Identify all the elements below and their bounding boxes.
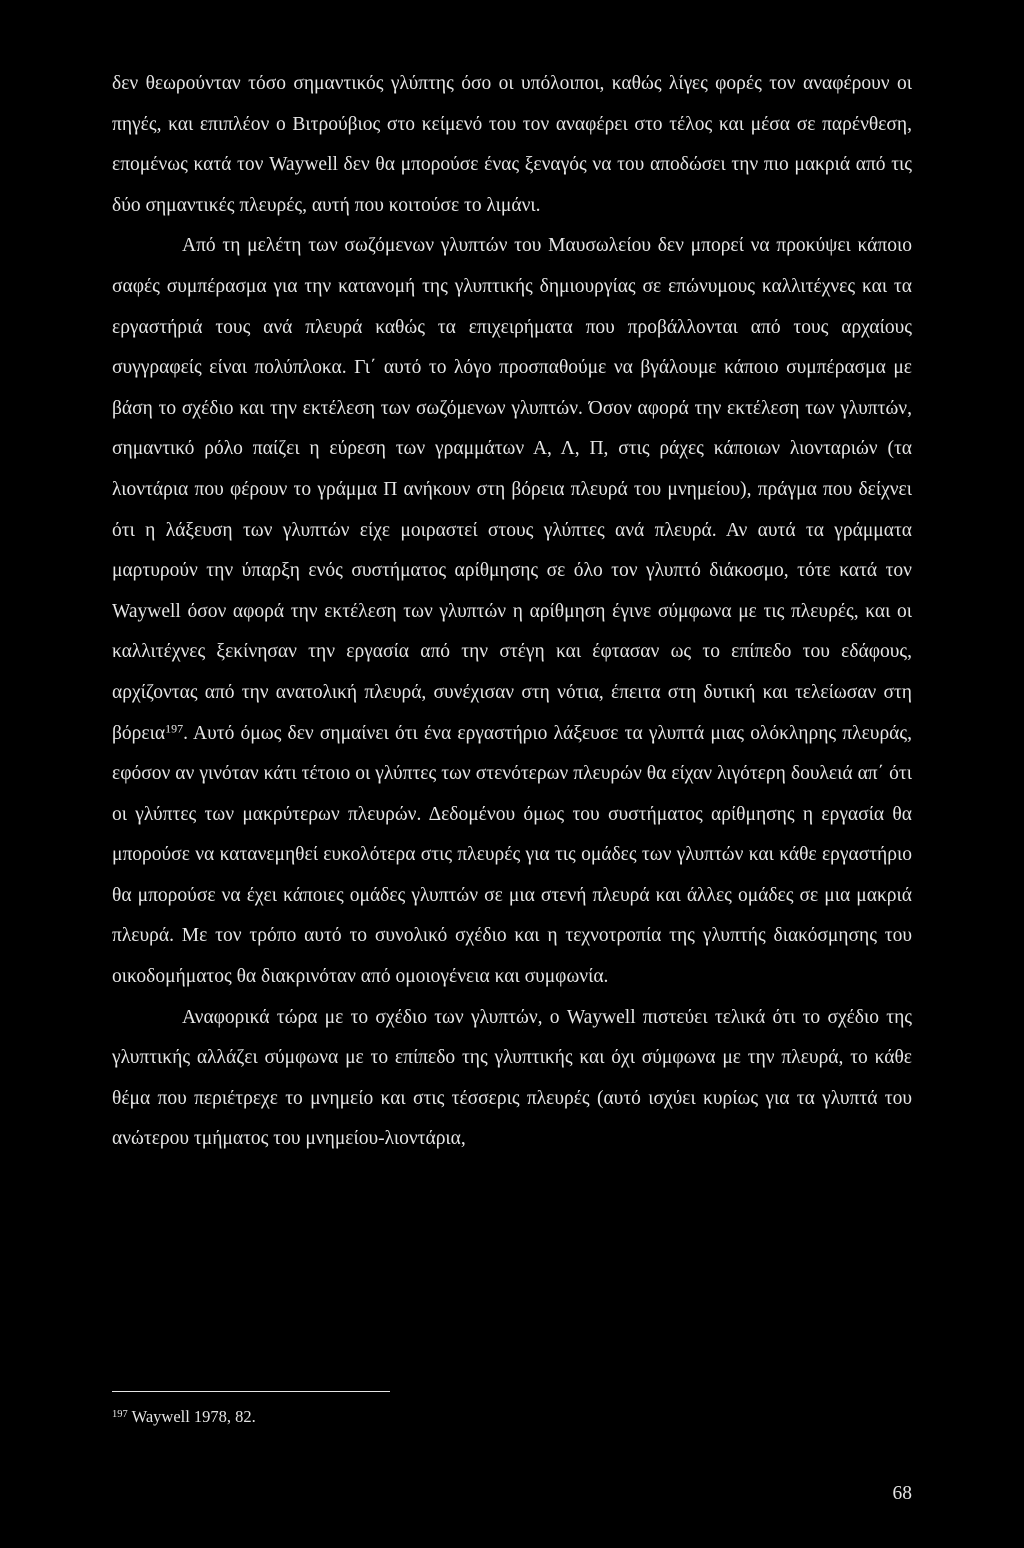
paragraph-2 (112, 226, 912, 997)
paragraph-1: δεν θεωρούνταν τόσο σημαντικός γλύπτης όσο οι υπόλοιποι, καθώς λίγες φορές τον αναφέρουν οι πηγές, και επιπλέον ο Βιτρούβιος στο κείμενό του τον αναφέρει στο τέλος και μέσα σε παρένθεση, επομένως κατά τον Waywell δεν θα μπορούσε ένας ξεναγός να του αποδώσει την πιο μακριά από τις δύο σημαντικές πλευρές, αυτή που κοιτούσε το λιμάνι. (112, 73, 912, 216)
footnote-number: 197 (112, 1408, 128, 1420)
body-text (112, 64, 912, 1160)
paragraph-2-text-after-note: . Αυτό όμως δεν σημαίνει ότι ένα εργαστήριο λάξευσε τα γλυπτά μιας ολόκληρης πλευράς, εφόσον αν γινόταν κάτι τέτοιο οι γλύπτες των στενότερων πλευρών θα είχαν λιγότερη δουλειά απ΄ ότι οι γλύπτες των μακρύτερων πλευρών. Δεδομένου όμως του συστήματος αρίθμησης η εργασία θα μπορούσε να κατανεμηθεί ευκολότερα στις πλευρές για τις ομάδες των γλυπτών και κάθε εργαστήριο θα μπορούσε να έχει κάποιες ομάδες γλυπτών σε μια στενή πλευρά και άλλες ομάδες σε μια μακριά πλευρά. Με τον τρόπο αυτό το συνολικό σχέδιο και η τεχνοτροπία της γλυπτής διακόσμησης του οικοδομήματος θα διακρινόταν από ομοιογένεια και συμφωνία. (112, 722, 912, 988)
footnote-separator (112, 1391, 390, 1392)
footnote (112, 1405, 256, 1429)
page-number: 68 (892, 1483, 912, 1504)
footnote-reference[interactable]: 197 (165, 720, 184, 735)
paragraph-3: Αναφορικά τώρα με το σχέδιο των γλυπτών, ο Waywell πιστεύει τελικά ότι το σχέδιο της γλυπτικής αλλάζει σύμφωνα με το επίπεδο της γλυπτικής και όχι σύμφωνα με την πλευρά, το κάθε θέμα που περιέτρεχε το μνημείο και στις τέσσερις πλευρές (αυτό ισχύει κυρίως για τα γλυπτά του ανώτερου τμήματος του μνημείου-λιοντάρια, (112, 1006, 912, 1150)
paragraph-2-text-before-note: Από τη μελέτη των σωζόμενων γλυπτών του Μαυσωλείου δεν μπορεί να προκύψει κάποιο σαφές συμπέρασμα για την κατανομή της γλυπτικής δημιουργίας σε επώνυμους καλλιτέχνες και τα εργαστήριά τους ανά πλευρά καθώς τα επιχειρήματα που προβάλλονται από τους αρχαίους συγγραφείς είναι πολύπλοκα. Γι΄ αυτό το λόγο προσπαθούμε να βγάλουμε κάποιο συμπέρασμα με βάση το σχέδιο και την εκτέλεση των σωζόμενων γλυπτών. Όσον αφορά την εκτέλεση των γλυπτών, σημαντικό ρόλο παίζει η εύρεση των γραμμάτων Α, Λ, Π, στις ράχες κάποιων λιονταριών (τα λιοντάρια που φέρουν το γράμμα Π ανήκουν στη βόρεια πλευρά του μνημείου), πράγμα που δείχνει ότι η λάξευση των γλυπτών είχε μοιραστεί στους γλύπτες ανά πλευρά. Αν αυτά τα γράμματα μαρτυρούν την ύπαρξη ενός συστήματος αρίθμησης σε όλο τον γλυπτό διάκοσμο, τότε κατά τον Waywell όσον αφορά την εκτέλεση των γλυπτών η αρίθμηση έγινε σύμφωνα με τις πλευρές, και οι καλλιτέχνες ξεκίνησαν την εργασία από την στέγη και έφτασαν ως το επίπεδο του εδάφους, αρχίζοντας από την ανατολική πλευρά, συνέχισαν στη νότια, έπειτα στη δυτική και τελείωσαν στη βόρεια (112, 235, 912, 744)
footnote-text: Waywell 1978, 82. (127, 1407, 256, 1426)
